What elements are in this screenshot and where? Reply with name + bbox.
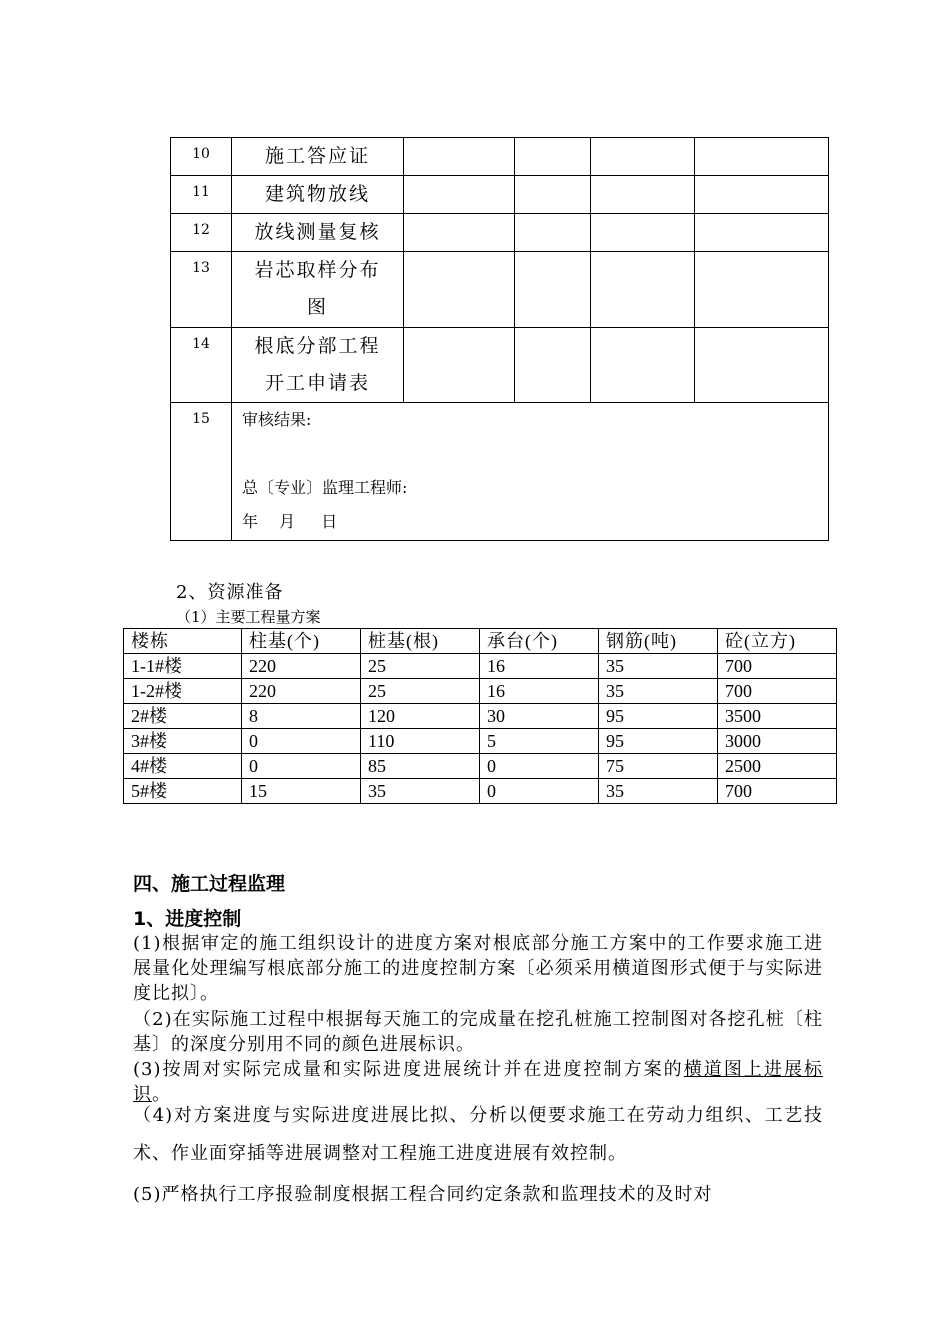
cell: 30 bbox=[480, 704, 599, 729]
header-concrete: 砼(立方) bbox=[718, 629, 837, 654]
table-row bbox=[124, 654, 837, 679]
cell: 25 bbox=[361, 654, 480, 679]
quantity-plan-subtitle: （1）主要工程量方案 bbox=[176, 608, 321, 626]
cell: 0 bbox=[480, 779, 599, 804]
cell: 2#楼 bbox=[124, 704, 242, 729]
paragraph-3: (3)按周对实际完成量和实际进度进展统计并在进度控制方案的横道图上进展标识。 bbox=[133, 1059, 824, 1105]
header-rebar: 钢筋(吨) bbox=[599, 629, 718, 654]
cell: 5 bbox=[480, 729, 599, 754]
cell: 16 bbox=[480, 654, 599, 679]
cell: 35 bbox=[599, 779, 718, 804]
row-item: 放线测量复核 bbox=[232, 214, 404, 252]
row-item: 根底分部工程 开工申请表 bbox=[232, 328, 404, 403]
paragraph-5: (5)严格执行工序报验制度根据工程合同约定条款和监理技术的及时对 bbox=[133, 1184, 713, 1205]
table-header-row bbox=[124, 629, 837, 654]
row-number: 15 bbox=[171, 403, 232, 541]
cell: 110 bbox=[361, 729, 480, 754]
review-row bbox=[171, 403, 829, 541]
cell: 220 bbox=[242, 654, 361, 679]
cell: 75 bbox=[599, 754, 718, 779]
cell: 4#楼 bbox=[124, 754, 242, 779]
cell: 700 bbox=[718, 779, 837, 804]
row-number: 14 bbox=[171, 328, 232, 403]
cell: 0 bbox=[480, 754, 599, 779]
cell: 3500 bbox=[718, 704, 837, 729]
resource-section-title: 2、资源准备 bbox=[176, 582, 284, 603]
table-row bbox=[171, 252, 829, 328]
cell: 120 bbox=[361, 704, 480, 729]
header-pile: 桩基(根) bbox=[361, 629, 480, 654]
cell: 3#楼 bbox=[124, 729, 242, 754]
cell: 35 bbox=[599, 679, 718, 704]
header-column-base: 柱基(个) bbox=[242, 629, 361, 654]
subsection-heading: 1、进度控制 bbox=[133, 908, 242, 930]
date-label: 年 月 日 bbox=[242, 512, 338, 531]
table-row bbox=[124, 729, 837, 754]
engineer-signature-label: 总〔专业〕监理工程师: bbox=[242, 478, 408, 497]
gantt-chart-text: 横道图上进展标识 bbox=[133, 1059, 824, 1105]
cell: 95 bbox=[599, 729, 718, 754]
cell: 220 bbox=[242, 679, 361, 704]
cell: 95 bbox=[599, 704, 718, 729]
row-number: 13 bbox=[171, 252, 232, 328]
header-pile-cap: 承台(个) bbox=[480, 629, 599, 654]
table-row bbox=[171, 328, 829, 403]
cell: 8 bbox=[242, 704, 361, 729]
cell: 3000 bbox=[718, 729, 837, 754]
table-row bbox=[124, 779, 837, 804]
table-row bbox=[171, 214, 829, 252]
review-cell bbox=[232, 403, 829, 541]
row-item: 建筑物放线 bbox=[232, 176, 404, 214]
table-row bbox=[171, 176, 829, 214]
table-row bbox=[171, 138, 829, 176]
paragraph-2: （2)在实际施工过程中根据每天施工的完成量在挖孔桩施工控制图对各挖孔桩〔柱基〕的深度分别用不同的颜色进展标识。 bbox=[133, 1009, 823, 1055]
cell: 25 bbox=[361, 679, 480, 704]
paragraph-4: （4)对方案进度与实际进度进展比拟、分析以便要求施工在劳动力组织、工艺技术、作业面穿插等进展调整对工程施工进度进展有效控制。 bbox=[133, 1105, 823, 1164]
row-number: 10 bbox=[171, 138, 232, 176]
cell: 700 bbox=[718, 679, 837, 704]
section-heading: 四、施工过程监理 bbox=[133, 873, 286, 895]
paragraph-1: (1)根据审定的施工组织设计的进度方案对根底部分施工方案中的工作要求施工进展量化处理编写根底部分施工的进度控制方案〔必须采用横道图形式便于与实际进度比拟〕。 bbox=[133, 933, 823, 1004]
row-number: 12 bbox=[171, 214, 232, 252]
cell: 0 bbox=[242, 754, 361, 779]
quantity-plan-table bbox=[123, 628, 837, 804]
header-building: 楼栋 bbox=[124, 629, 242, 654]
cell: 0 bbox=[242, 729, 361, 754]
row-item: 施工答应证 bbox=[232, 138, 404, 176]
row-number: 11 bbox=[171, 176, 232, 214]
table-row bbox=[124, 679, 837, 704]
cell: 16 bbox=[480, 679, 599, 704]
approval-checklist-table bbox=[170, 137, 829, 541]
cell: 1-1#楼 bbox=[124, 654, 242, 679]
cell: 1-2#楼 bbox=[124, 679, 242, 704]
cell: 85 bbox=[361, 754, 480, 779]
cell: 700 bbox=[718, 654, 837, 679]
cell: 35 bbox=[599, 654, 718, 679]
row-item: 岩芯取样分布 图 bbox=[232, 252, 404, 328]
cell: 5#楼 bbox=[124, 779, 242, 804]
table-row bbox=[124, 704, 837, 729]
cell: 15 bbox=[242, 779, 361, 804]
cell: 2500 bbox=[718, 754, 837, 779]
cell: 35 bbox=[361, 779, 480, 804]
review-result-label: 审核结果: bbox=[242, 410, 312, 429]
table-row bbox=[124, 754, 837, 779]
